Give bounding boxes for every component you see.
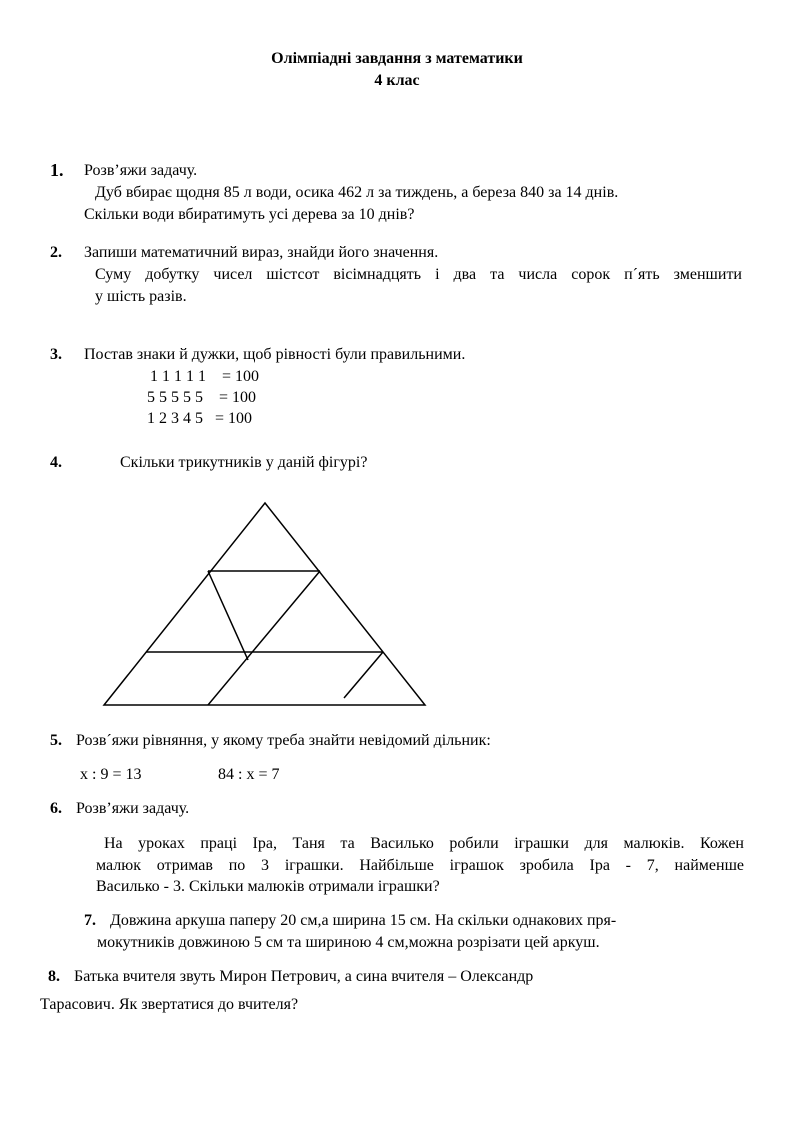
task-5-equation-2: 84 : х = 7 xyxy=(218,766,280,783)
task-3-heading: Постав знаки й дужки, щоб рівності були правильними. xyxy=(84,346,466,363)
task-8-line-1: Батька вчителя звуть Мирон Петрович, а сина вчителя – Олександр xyxy=(74,968,534,985)
task-8-number: 8. xyxy=(48,968,60,985)
task-5-heading: Розв´яжи рівняння, у якому треба знайти невідомий дільник: xyxy=(76,732,491,749)
task-4-number: 4. xyxy=(50,454,62,471)
task-1-number: 1. xyxy=(50,160,64,180)
task-2-heading: Запиши математичний вираз, знайди його значення. xyxy=(84,244,439,261)
task-4-heading: Скільки трикутників у даній фігурі? xyxy=(120,454,368,471)
task-5-equation-1: х : 9 = 13 xyxy=(80,766,142,783)
task-3-equation-2: 5 5 5 5 5 = 100 xyxy=(147,389,257,406)
task-1-line-1: Дуб вбирає щодня 85 л води, осика 462 л за тиждень, а береза 840 за 14 днів. xyxy=(95,184,619,201)
short-diagonal xyxy=(344,652,383,698)
task-3-equation-1: 1 1 1 1 1 = 100 xyxy=(150,368,260,385)
inner-diagonal-left xyxy=(208,571,248,660)
task-7-line-1: Довжина аркуша паперу 20 см,а ширина 15 см. На скільки однакових пря- xyxy=(110,912,617,929)
task-6-number: 6. xyxy=(50,800,62,817)
task-6-line-1: На уроках праці Іра, Таня та Василько робили іграшки для малюків. Кожен xyxy=(104,835,744,852)
task-6-line-2: малюк отримав по 3 іграшки. Найбільше іграшок зробила Іра - 7, найменше xyxy=(96,857,744,874)
task-2-line-1: Суму добутку чисел шістсот вісімнадцять і два та числа сорок п´ять зменшити xyxy=(95,266,742,283)
task-3-equation-3: 1 2 3 4 5 = 100 xyxy=(147,410,253,427)
task-7-line-2: мокутників довжиною 5 см та шириною 4 см,можна розрізати цей аркуш. xyxy=(97,934,600,951)
task-6-line-3: Василько - 3. Скільки малюків отримали іграшки? xyxy=(96,878,440,895)
page-subtitle-grade: 4 клас xyxy=(374,72,420,89)
task-7-number: 7. xyxy=(84,912,96,929)
task-2-line-2: у шість разів. xyxy=(95,288,187,305)
inner-diagonal-right xyxy=(208,571,320,705)
task-1-line-2: Скільки води вбиратимуть усі дерева за 10 днів? xyxy=(84,206,415,223)
task-3-number: 3. xyxy=(50,346,62,363)
page-title: Олімпіадні завдання з математики xyxy=(271,50,523,67)
task-5-number: 5. xyxy=(50,732,62,749)
task-2-number: 2. xyxy=(50,244,62,261)
task-1-heading: Розв’яжи задачу. xyxy=(84,162,198,179)
task-6-heading: Розв’яжи задачу. xyxy=(76,800,190,817)
task-8-line-2: Тарасович. Як звертатися до вчителя? xyxy=(40,996,299,1013)
outer-triangle xyxy=(104,503,425,705)
